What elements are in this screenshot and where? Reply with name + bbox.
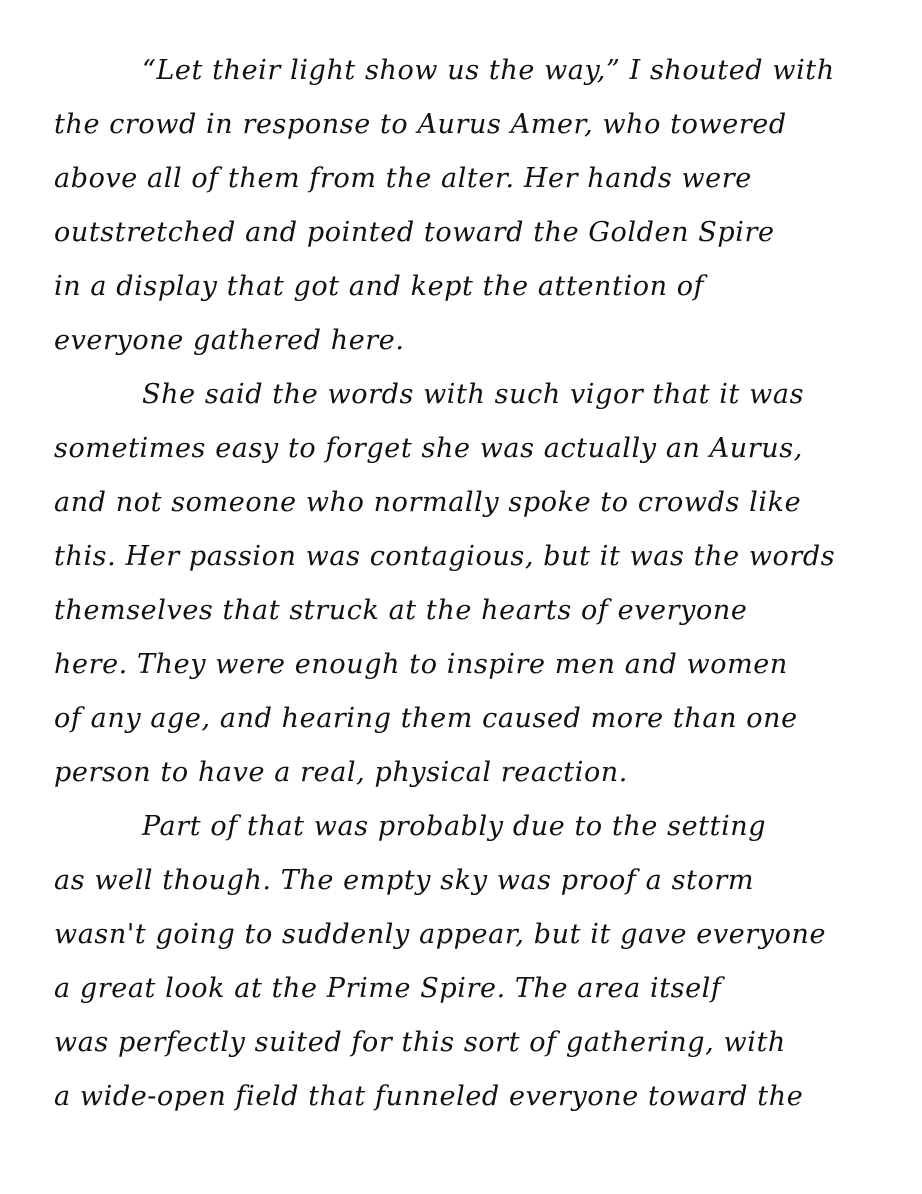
- text-line: Part of that was probably due to the setting: [142, 811, 767, 842]
- text-line: sometimes easy to forget she was actually an Aurus,: [54, 433, 803, 464]
- text-line: a great look at the Prime Spire. The area itself: [54, 973, 722, 1004]
- text-line: above all of them from the alter. Her hands were: [54, 163, 752, 194]
- text-line: person to have a real, physical reaction.: [54, 757, 628, 788]
- text-line: “Let their light show us the way,” I shouted with: [142, 55, 835, 86]
- text-line: She said the words with such vigor that it was: [142, 379, 805, 410]
- text-line: outstretched and pointed toward the Golden Spire: [54, 217, 775, 248]
- text-line: of any age, and hearing them caused more than one: [54, 703, 798, 734]
- text-line: in a display that got and kept the attention of: [54, 271, 705, 302]
- text-line: this. Her passion was contagious, but it was the words: [54, 541, 836, 572]
- text-line: everyone gathered here.: [54, 325, 405, 356]
- text-line: the crowd in response to Aurus Amer, who towered: [54, 109, 787, 140]
- text-line: here. They were enough to inspire men and women: [54, 649, 788, 680]
- text-line: wasn't going to suddenly appear, but it gave everyone: [54, 919, 827, 950]
- text-line: a wide-open field that funneled everyone toward the: [54, 1081, 804, 1112]
- text-line: and not someone who normally spoke to crowds like: [54, 487, 802, 518]
- text-line: as well though. The empty sky was proof a storm: [54, 865, 755, 896]
- text-line: themselves that struck at the hearts of everyone: [54, 595, 748, 626]
- text-line: was perfectly suited for this sort of gathering, with: [54, 1027, 786, 1058]
